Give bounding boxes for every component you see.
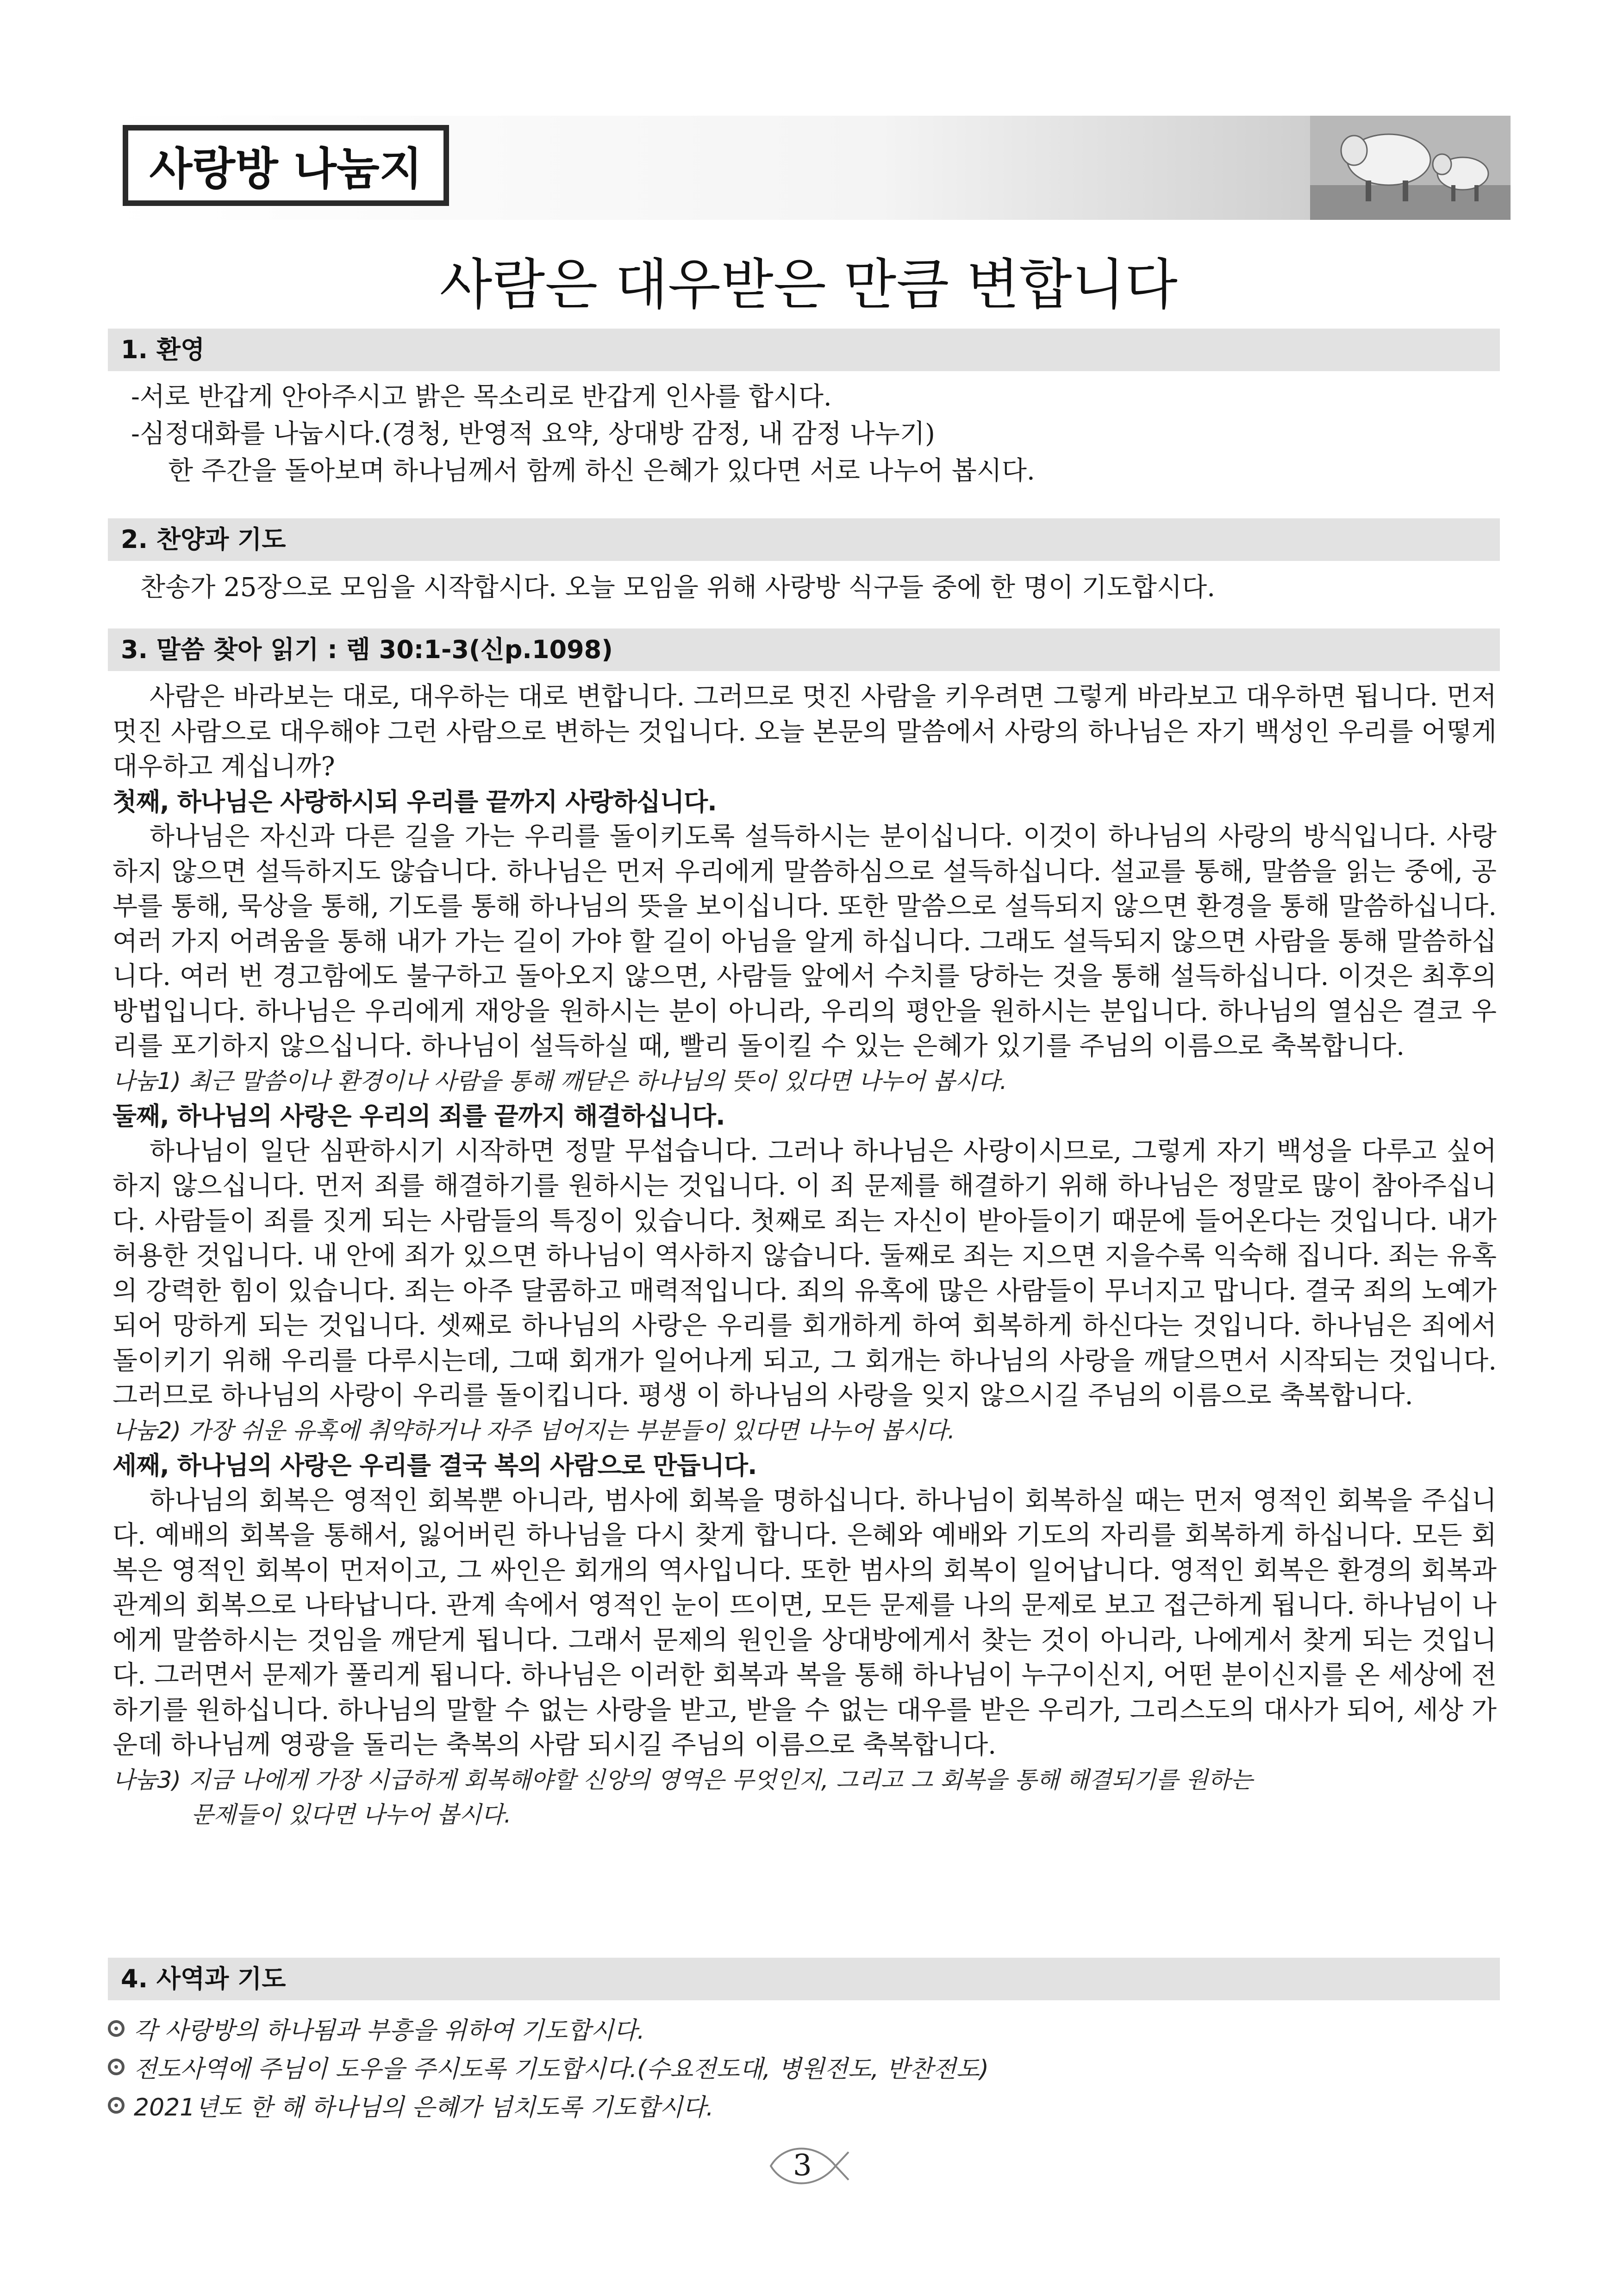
- point3-body: 하나님의 회복은 영적인 회복뿐 아니라, 범사에 회복을 명하십니다. 하나님이 회복하실 때는 먼저 영적인 회복을 주십니다. 예배의 회복을 통해서, 잃어버린 하나님을 다시 찾게 합니다. 은혜와 예배와 기도의 자리를 회복하게 하십니다. 모든 회복은 영적인 회복이 먼저이고, 그 싸인은 회개의 역사입니다. 또한 범사의 회복이 일어납니다. 영적인 회복은 환경의 회복과 관계의 회복으로 나타납니다. 관계 속에서 영적인 눈이 뜨이면, 모든 문제를 나의 문제로 보고 접근하게 됩니다. 하나님이 나에게 말씀하시는 것임을 깨닫게 됩니다. 그래서 문제의 원인을 상대방에게서 찾는 것이 아니라, 나에게서 찾게 되는 것입니다. 그러면서 문제가 풀리게 됩니다. 하나님은 이러한 회복과 복을 통해 하나님이 누구이신지, 어떤 분이신지를 온 세상에 전하기를 원하십니다. 하나님의 말할 수 없는 사랑을 받고, 받을 수 없는 대우를 받은 우리가, 그리스도의 대사가 되어, 세상 가운데 하나님께 영광을 돌리는 축복의 사람 되시길 주님의 이름으로 축복합니다.: [112, 1485, 1497, 1760]
- prayer-item: [108, 2011, 645, 2046]
- praise-text: 찬송가 25장으로 모임을 시작합시다. 오늘 모임을 위해 사랑방 식구들 중에 한 명이 기도합시다.: [140, 572, 1216, 603]
- share-question-2: 나눔2) 가장 쉬운 유혹에 취약하거나 자주 넘어지는 부분들이 있다면 나누어 봅시다.: [112, 1417, 955, 1444]
- prayer-item: [108, 2049, 989, 2084]
- page-number-text: 3: [793, 2148, 812, 2183]
- sheep-photo: [1310, 116, 1511, 220]
- word-body: [112, 679, 1497, 1833]
- point1-heading: 첫째, 하나님은 사랑하시되 우리를 끝까지 사랑하십니다.: [112, 787, 717, 816]
- prayer-item-text: 전도사역에 주님이 도우을 주시도록 기도합시다.(수요전도대, 병원전도, 반찬전도): [134, 2055, 989, 2083]
- point1-body: 하나님은 자신과 다른 길을 가는 우리를 돌이키도록 설득하시는 분이십니다. 이것이 하나님의 사랑의 방식입니다. 사랑하지 않으면 설득하지도 않습니다. 하나님은 먼저 우리에게 말씀하심으로 설득하십니다. 설교를 통해, 말씀을 읽는 중에, 공부를 통해, 묵상을 통해, 기도를 통해 하나님의 뜻을 보이십니다. 또한 말씀으로 설득되지 않으면 환경을 통해 말씀하십니다. 여러 가지 어려움을 통해 내가 가는 길이 가야 할 길이 아님을 알게 하십니다. 그래도 설득되지 않으면 사람을 통해 말씀하십니다. 여러 번 경고함에도 불구하고 돌아오지 않으면, 사람들 앞에서 수치를 당하는 것을 통해 설득하십니다. 이것은 최후의 방법입니다. 하나님은 우리에게 재앙을 원하시는 분이 아니라, 우리의 평안을 원하시는 분입니다. 하나님의 열심은 결코 우리를 포기하지 않으십니다. 하나님이 설득하실 때, 빨리 돌이킬 수 있는 은혜가 있기를 주님의 이름으로 축복합니다.: [112, 821, 1497, 1061]
- point2-body: 하나님이 일단 심판하시기 시작하면 정말 무섭습니다. 그러나 하나님은 사랑이시므로, 그렇게 자기 백성을 다루고 싶어하지 않으십니다. 먼저 죄를 해결하기를 원하시는 것입니다. 이 죄 문제를 해결하기 위해 하나님은 정말로 많이 참아주십니다. 사람들이 죄를 짓게 되는 사람들의 특징이 있습니다. 첫째로 죄는 자신이 받아들이기 때문에 들어온다는 것입니다. 내가 허용한 것입니다. 내 안에 죄가 있으면 하나님이 역사하지 않습니다. 둘째로 죄는 지으면 지을수록 익숙해 집니다. 죄는 유혹의 강력한 힘이 있습니다. 죄는 아주 달콤하고 매력적입니다. 죄의 유혹에 많은 사람들이 무너지고 맙니다. 결국 죄의 노예가 되어 망하게 되는 것입니다. 셋째로 하나님의 사랑은 우리를 회개하게 하여 회복하게 하신다는 것입니다. 하나님은 죄에서 돌이키기 위해 우리를 다루시는데, 그때 회개가 일어나게 되고, 그 회개는 하나님의 사랑을 깨달으면서 시작되는 것입니다. 그러므로 하나님의 사랑이 우리를 돌이킵니다. 평생 이 하나님의 사랑을 잊지 않으시길 주님의 이름으로 축복합니다.: [112, 1136, 1497, 1411]
- bullet-icon: [108, 2059, 125, 2075]
- section-heading-praise: 2. 찬양과 기도: [108, 518, 1500, 561]
- section-heading-welcome: 1. 환영: [108, 329, 1500, 371]
- bullet-icon: [108, 2020, 125, 2037]
- page-number: [766, 2138, 849, 2194]
- welcome-line-2: -심정대화를 나눕시다.(경청, 반영적 요약, 상대방 감정, 내 감정 나누기): [131, 419, 935, 449]
- welcome-line-3: 한 주간을 돌아보며 하나님께서 함께 하신 은혜가 있다면 서로 나누어 봅시다.: [168, 456, 1035, 486]
- share-question-3: 나눔3) 지금 나에게 가장 시급하게 회복해야할 신앙의 영역은 무엇인지, 그리고 그 회복을 통해 해결되기를 원하는: [112, 1766, 1253, 1793]
- word-intro: 사람은 바라보는 대로, 대우하는 대로 변합니다. 그러므로 멋진 사람을 키우려면 그렇게 바라보고 대우하면 됩니다. 먼저 멋진 사람으로 대우해야 그런 사람으로 변하는 것입니다. 오늘 본문의 말씀에서 사랑의 하나님은 자기 백성인 우리를 어떻게 대우하고 계십니까?: [112, 682, 1497, 782]
- share-question-1: 나눔1) 최근 말씀이나 환경이나 사람을 통해 깨닫은 하나님의 뜻이 있다면 나누어 봅시다.: [112, 1067, 1007, 1095]
- page-title: 사람은 대우받은 만큼 변합니다: [439, 253, 1178, 317]
- section-heading-ministry: 4. 사역과 기도: [108, 1958, 1500, 2000]
- prayer-item: [108, 2088, 714, 2122]
- share-question-3-cont: 문제들이 있다면 나누어 봅시다.: [191, 1801, 512, 1828]
- header-title-box: 사랑방 나눔지: [123, 125, 449, 206]
- bullet-icon: [108, 2097, 125, 2114]
- prayer-item-text: 각 사랑방의 하나됨과 부흥을 위하여 기도합시다.: [134, 2017, 645, 2045]
- point2-heading: 둘째, 하나님의 사랑은 우리의 죄를 끝까지 해결하십니다.: [112, 1101, 725, 1131]
- section-heading-word: 3. 말씀 찾아 읽기 : 렘 30:1-3(신p.1098): [108, 628, 1500, 671]
- prayer-item-text: 2021년도 한 해 하나님의 은혜가 넘치도록 기도합시다.: [134, 2094, 714, 2122]
- welcome-line-1: -서로 반갑게 안아주시고 밝은 목소리로 반갑게 인사를 합시다.: [131, 382, 832, 412]
- point3-heading: 세째, 하나님의 사랑은 우리를 결국 복의 사람으로 만듭니다.: [112, 1451, 757, 1480]
